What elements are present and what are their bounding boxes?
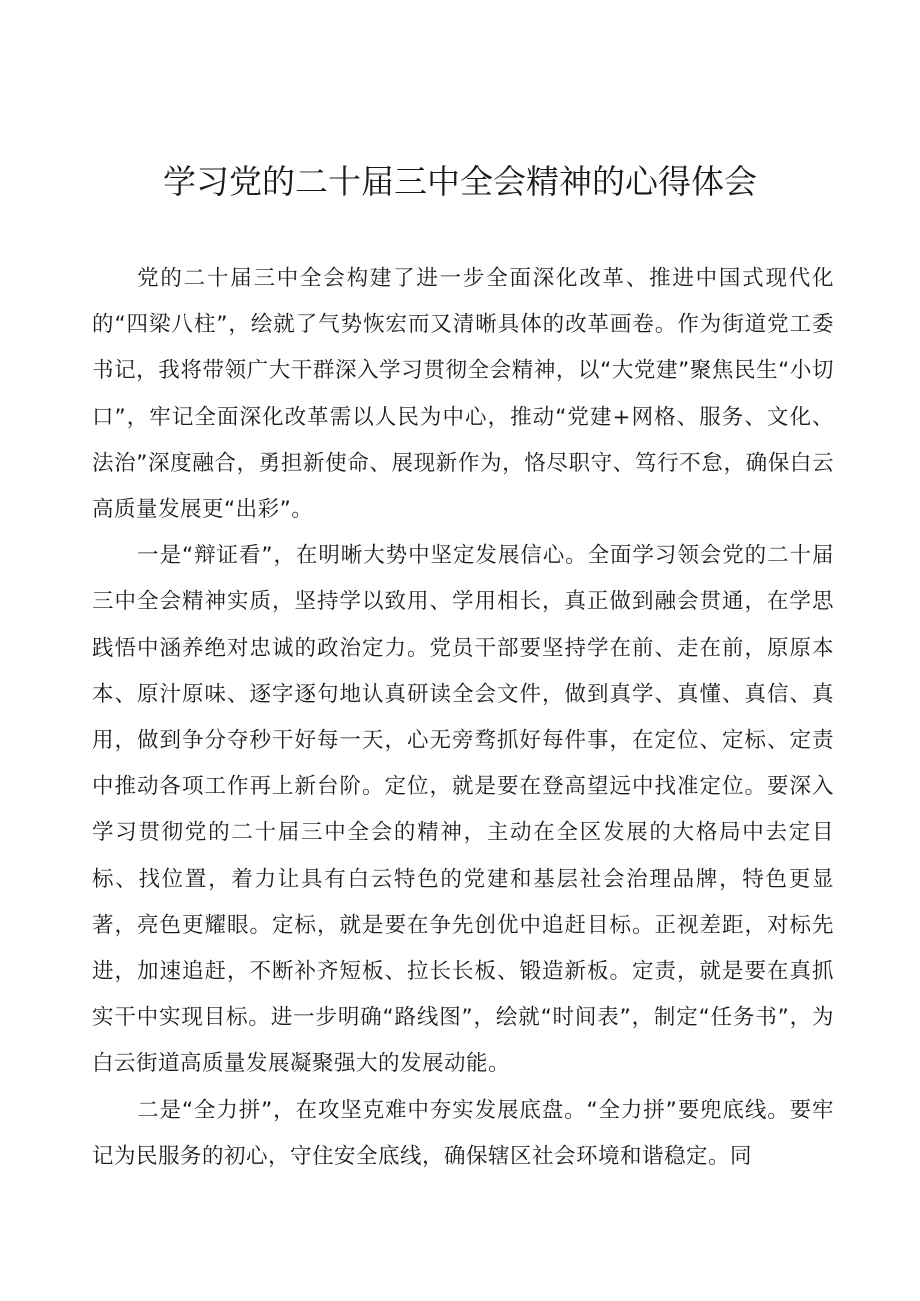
paragraph-point-two: 二是“全力拼”，在攻坚克难中夯实发展底盘。“全力拼”要兜底线。要牢记为民服务的初心，守住安全底线，确保辖区社会环境和谐稳定。同 bbox=[92, 1097, 834, 1169]
paragraph-point-one: 一是“辩证看”，在明晰大势中坚定发展信心。全面学习领会党的二十届三中全会精神实质，坚持学以致用、学用相长，真正做到融会贯通，在学思践悟中涵养绝对忠诚的政治定力。党员干部要坚持学在前、走在前，原原本本、原汁原味、逐字逐句地认真研读全会文件，做到真学、真懂、真信、真用，做到争分夺秒干好每一天，心无旁骛抓好每件事，在定位、定标、定责中推动各项工作再上新台阶。定位，就是要在登高望远中找准定位。要深入学习贯彻党的二十届三中全会的精神，主动在全区发展的大格局中去定目标、找位置，着力让具有白云特色的党建和基层社会治理品牌，特色更显著，亮色更耀眼。定标，就是要在争先创优中追赶目标。正视差距，对标先进，加速追赶，不断补齐短板、拉长长板、锻造新板。定责，就是要在真抓实干中实现目标。进一步明确“路线图”，绘就“时间表”，制定“任务书”，为白云街道高质量发展凝聚强大的发展动能。 bbox=[92, 543, 834, 1077]
document-title: 学习党的二十届三中全会精神的心得体会 bbox=[163, 162, 757, 201]
document-body bbox=[92, 256, 834, 1180]
paragraph-intro: 党的二十届三中全会构建了进一步全面深化改革、推进中国式现代化的“四梁八柱”，绘就了气势恢宏而又清晰具体的改革画卷。作为街道党工委书记，我将带领广大干群深入学习贯彻全会精神，以“大党建”聚焦民生“小切口”，牢记全面深化改革需以人民为中心，推动“党建+网格、服务、文化、法治”深度融合，勇担新使命、展现新作为，恪尽职守、笃行不怠，确保白云高质量发展更“出彩”。 bbox=[92, 266, 834, 523]
